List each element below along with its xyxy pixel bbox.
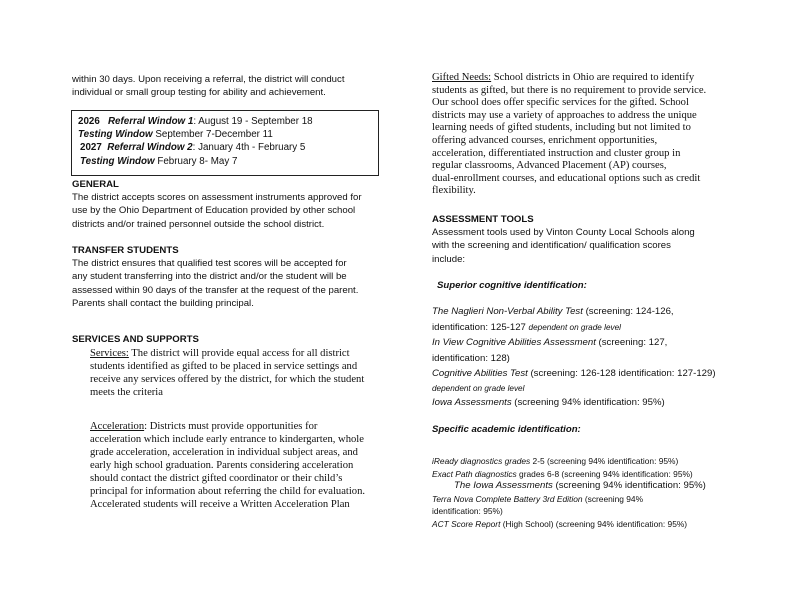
transfer-heading: TRANSFER STUDENTS — [72, 245, 179, 256]
acceleration-text: : Districts must provide opportunities for — [144, 421, 318, 432]
exact-path-scores: grades 6-8 (screening 94% identification: 95%) — [516, 468, 693, 479]
services-text: The district will provide equal access for all district — [128, 348, 350, 359]
assessment-line: Assessment tools used by Vinton County Local Schools along — [432, 227, 695, 238]
services-line: students identified as gifted to be placed in service settings and — [90, 361, 358, 372]
terra-nova-scores: (screening 94% — [582, 493, 644, 504]
superior-heading-wrap — [437, 279, 737, 292]
cogat-scores: (screening: 126-128 identification: 127-129) — [527, 368, 716, 380]
inview-line — [432, 335, 752, 351]
iready-name: iReady diagnostics grades — [432, 456, 531, 467]
naglieri-scores: (screening: 124-126, — [582, 306, 674, 317]
superior-list — [432, 304, 752, 411]
cogat-line — [432, 366, 752, 382]
acceleration-line: early high school graduation. Parents considering acceleration — [90, 460, 354, 471]
testing-window-2 — [78, 155, 372, 168]
acceleration-line — [90, 420, 390, 433]
iready-line — [432, 455, 762, 468]
gifted-needs-line: districts may use a variety of approaches to address the unique — [432, 109, 697, 121]
acceleration-line: Accelerated students will receive a Written Acceleration Plan — [90, 499, 350, 510]
inview-scores: (screening: 127, — [595, 337, 668, 349]
referral-window-2 — [78, 141, 372, 154]
assessment-tools-heading: ASSESSMENT TOOLS — [432, 214, 534, 225]
specific-academic-heading: Specific academic identification: — [432, 424, 581, 435]
assessment-line: with the screening and identification/ qualification scores — [432, 240, 671, 252]
general-line: The district accepts scores on assessment instruments approved for — [72, 192, 362, 203]
services-line: meets the criteria — [90, 387, 163, 398]
acceleration-line: principal for information about referring the child for evaluation. — [90, 486, 366, 497]
inview-name: In View Cognitive Abilities Assessment — [432, 337, 596, 349]
gifted-needs-line: dual-enrollment courses, and educational options such as credit — [432, 172, 701, 184]
cogat-name: Cognitive Abilities Test — [432, 368, 528, 380]
transfer-line: any student transferring into the district and/or the student will be — [72, 271, 347, 283]
gifted-needs-text: School districts in Ohio are required to identify — [491, 72, 695, 83]
transfer-line: The district ensures that qualified test scores will be accepted for — [72, 258, 347, 269]
naglieri-identification: identification: 125-127 — [432, 321, 529, 333]
academic-heading-wrap — [432, 423, 732, 436]
testing-window-1-label: Testing Window — [78, 129, 153, 141]
acceleration-line: should contact the district gifted coordinator or their child’s — [90, 473, 343, 484]
exact-path-line — [432, 468, 762, 481]
gifted-needs-label: Gifted Needs: — [432, 72, 492, 83]
acceleration-line: acceleration which include early entrance to kindergarten, whole — [90, 434, 364, 445]
referral-window-1 — [78, 115, 372, 128]
acceleration-paragraph — [90, 420, 390, 511]
gifted-needs-line: students as gifted, but there is no requirement to provide service. — [432, 84, 707, 96]
gifted-needs-paragraph — [432, 72, 732, 198]
services-paragraph — [90, 347, 390, 399]
iowa-assessments-scores: (screening 94% identification: 95%) — [552, 480, 706, 492]
testing-window-2-label: Testing Window — [80, 155, 155, 167]
iowa-assessments-name: The Iowa Assessments — [454, 480, 553, 492]
testing-window-2-dates: February 8- May 7 — [154, 155, 238, 167]
superior-cognitive-heading: Superior cognitive identification: — [437, 280, 587, 291]
acceleration-line: grade acceleration, acceleration in individual subject areas, and — [90, 447, 358, 458]
assessment-line: include: — [432, 253, 466, 265]
iowa-line — [432, 395, 752, 411]
intro-line: within 30 days. Upon receiving a referral, the district will conduct — [72, 74, 345, 85]
intro-paragraph — [72, 73, 382, 100]
referral-window-1-label: Referral Window 1 — [107, 116, 194, 127]
year-2027: 2027 — [80, 142, 102, 154]
act-scores: (High School) (screening 94% identification: 95%) — [500, 518, 688, 529]
referral-window-2-dates: : January 4th - February 5 — [192, 142, 306, 154]
testing-window-1 — [78, 128, 372, 141]
naglieri-line-2 — [432, 320, 752, 336]
transfer-line: Parents shall contact the building principal. — [72, 298, 254, 310]
academic-list — [432, 447, 762, 539]
naglieri-name: The Naglieri Non-Verbal Ability Test — [432, 306, 583, 317]
intro-line: individual or small group testing for ability and achievement. — [72, 87, 326, 99]
gifted-needs-line: acceleration, differentiated instruction and cluster group in — [432, 147, 681, 159]
acceleration-label: Acceleration — [90, 421, 145, 432]
iowa-scores: (screening 94% identification: 95%) — [511, 396, 665, 408]
services-heading: SERVICES AND SUPPORTS — [72, 334, 199, 345]
gifted-needs-line: Our school does offer specific services for the gifted. School — [432, 97, 689, 109]
referral-window-1-dates: : August 19 - September 18 — [193, 116, 313, 127]
referral-windows-box — [71, 110, 379, 176]
terra-nova-line-2: identification: 95%) — [432, 506, 503, 517]
iowa-name: Iowa Assessments — [432, 396, 512, 408]
gifted-needs-line: offering advanced courses, enrichment opportunities, — [432, 134, 658, 146]
services-line — [90, 347, 390, 360]
gifted-needs-line: learning needs of gifted students, including but not limited to — [432, 122, 691, 134]
transfer-line: assessed within 90 days of the transfer at the request of the parent. — [72, 284, 359, 296]
general-section — [72, 178, 382, 231]
services-label: Services: — [90, 348, 129, 359]
naglieri-line — [432, 304, 752, 320]
terra-nova-name: Terra Nova Complete Battery 3rd Edition — [432, 493, 583, 504]
referral-window-2-label: Referral Window 2 — [107, 142, 193, 154]
exact-path-name: Exact Path diagnostics — [432, 468, 517, 479]
gifted-needs-line: regular classrooms, Advanced Placement (AP) courses, — [432, 160, 667, 172]
testing-window-1-dates: September 7-December 11 — [152, 129, 273, 141]
general-heading: GENERAL — [72, 179, 119, 190]
terra-nova-line — [432, 493, 762, 506]
gifted-needs-line — [432, 72, 732, 85]
general-line: use by the Ohio Department of Education provided by other school — [72, 205, 356, 217]
services-heading-wrap — [72, 333, 382, 346]
act-name: ACT Score Report — [432, 518, 501, 529]
iowa-assessments-line — [432, 480, 762, 493]
assessment-tools-section — [432, 213, 742, 266]
inview-line-2: identification: 128) — [432, 352, 510, 364]
gifted-needs-line: flexibility. — [432, 185, 476, 197]
cogat-note: dependent on grade level — [432, 383, 525, 393]
naglieri-note: dependent on grade level — [528, 322, 621, 332]
services-line: receive any services offered by the district, for which the student — [90, 374, 365, 385]
transfer-section — [72, 244, 382, 311]
general-line: districts and/or trained personnel outside the school district. — [72, 218, 325, 230]
act-line — [432, 518, 762, 531]
year-2026: 2026 — [78, 116, 100, 127]
iready-scores: 2-5 (screening 94% identification: 95%) — [530, 456, 679, 467]
